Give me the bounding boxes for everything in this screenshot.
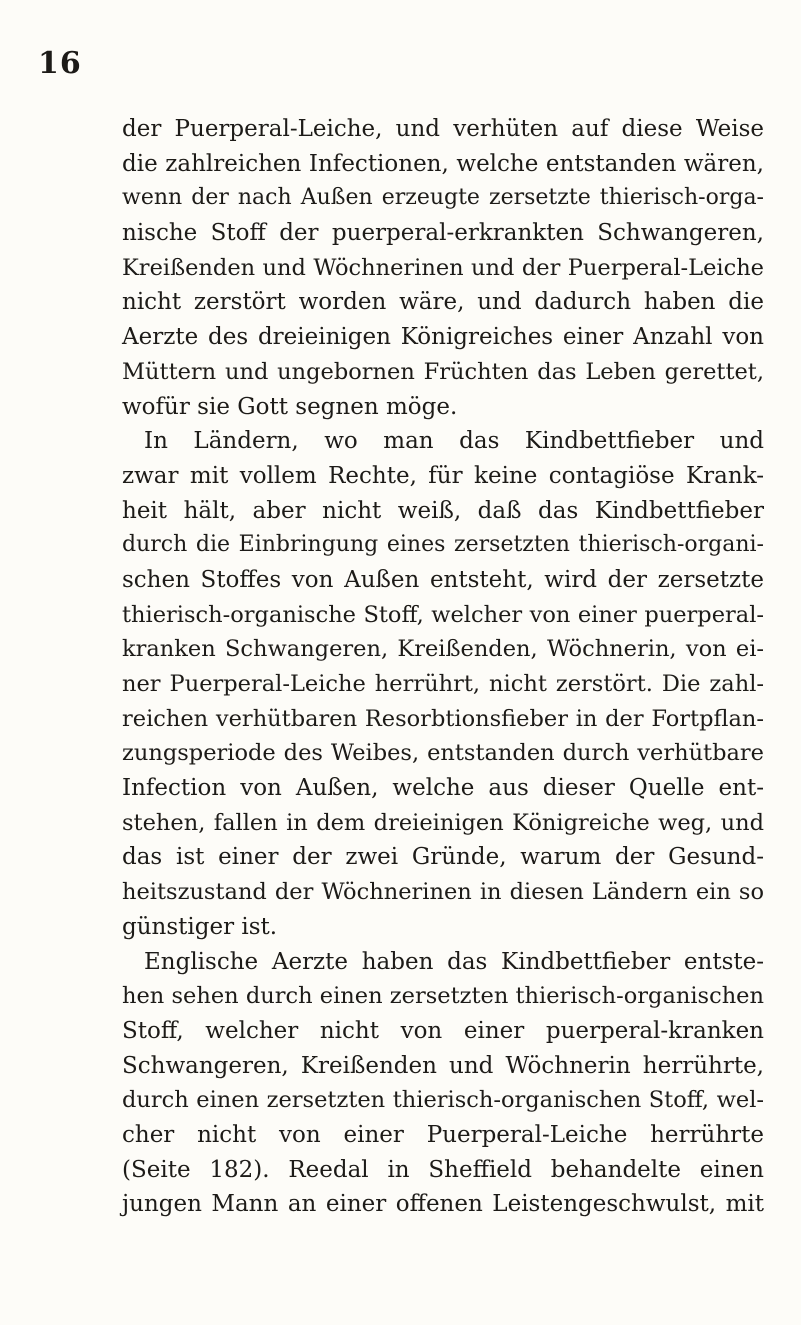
text-line: günstiger ist. [122, 913, 278, 940]
paragraph-start-line: In Ländern, wo man das Kindbettfieber und [144, 428, 764, 455]
text-line: heit hält, aber nicht weiß, daß das Kindbettfieber [122, 497, 764, 524]
text-line: thierisch-organische Stoff, welcher von einer puerperal- [122, 601, 764, 628]
text-line: reichen verhütbaren Resorbtionsfieber in der Fortpflan- [122, 705, 764, 732]
text-line: heitszustand der Wöchnerinen in diesen Ländern ein so [122, 879, 764, 906]
text-line: stehen, fallen in dem dreieinigen Königreiche weg, und [122, 809, 764, 836]
text-line: ner Puerperal-Leiche herrührt, nicht zerstört. Die zahl- [122, 671, 764, 697]
text-line: nicht zerstört worden wäre, und dadurch haben die [122, 289, 764, 316]
body-text [122, 112, 764, 1222]
text-line: Schwangeren, Kreißenden und Wöchnerin herrührte, [122, 1052, 764, 1079]
text-line: zwar mit vollem Rechte, für keine contagiöse Krank- [122, 462, 764, 489]
text-line: cher nicht von einer Puerperal-Leiche herrührte [122, 1121, 764, 1148]
text-line: durch die Einbringung eines zersetzten thierisch-organi- [122, 532, 764, 558]
page-number: 16 [38, 46, 82, 81]
text-line: Stoff, welcher nicht von einer puerperal-kranken [122, 1017, 764, 1044]
text-line: wenn der nach Außen erzeugte zersetzte thierisch-orga- [122, 185, 764, 211]
text-line: nische Stoff der puerperal-erkrankten Schwangeren, [122, 220, 764, 247]
text-line: Infection von Außen, welche aus dieser Quelle ent- [122, 775, 764, 802]
text-line: Aerzte des dreieinigen Königreiches einer Anzahl von [122, 324, 764, 351]
text-line: wofür sie Gott segnen möge. [122, 393, 458, 420]
text-line: das ist einer der zwei Gründe, warum der Gesund- [122, 844, 764, 871]
paragraph-start-line: Englische Aerzte haben das Kindbettfieber entste- [144, 948, 764, 975]
text-line: Müttern und ungebornen Früchten das Leben gerettet, [122, 358, 764, 385]
text-line: jungen Mann an einer offenen Leistengeschwulst, mit [122, 1191, 764, 1218]
text-line: kranken Schwangeren, Kreißenden, Wöchnerin, von ei- [122, 636, 764, 663]
text-line: schen Stoffes von Außen entsteht, wird der zersetzte [122, 566, 764, 593]
text-line: hen sehen durch einen zersetzten thierisch-organischen [122, 983, 764, 1010]
text-line: der Puerperal-Leiche, und verhüten auf diese Weise [122, 116, 764, 142]
text-line: Kreißenden und Wöchnerinen und der Puerperal-Leiche [122, 254, 764, 281]
text-line: zungsperiode des Weibes, entstanden durch verhütbare [122, 740, 764, 767]
text-line: durch einen zersetzten thierisch-organischen Stoff, wel- [122, 1087, 764, 1114]
text-line: (Seite 182). Reedal in Sheffield behandelte einen [122, 1156, 764, 1183]
text-line: die zahlreichen Infectionen, welche entstanden wären, [122, 150, 764, 177]
